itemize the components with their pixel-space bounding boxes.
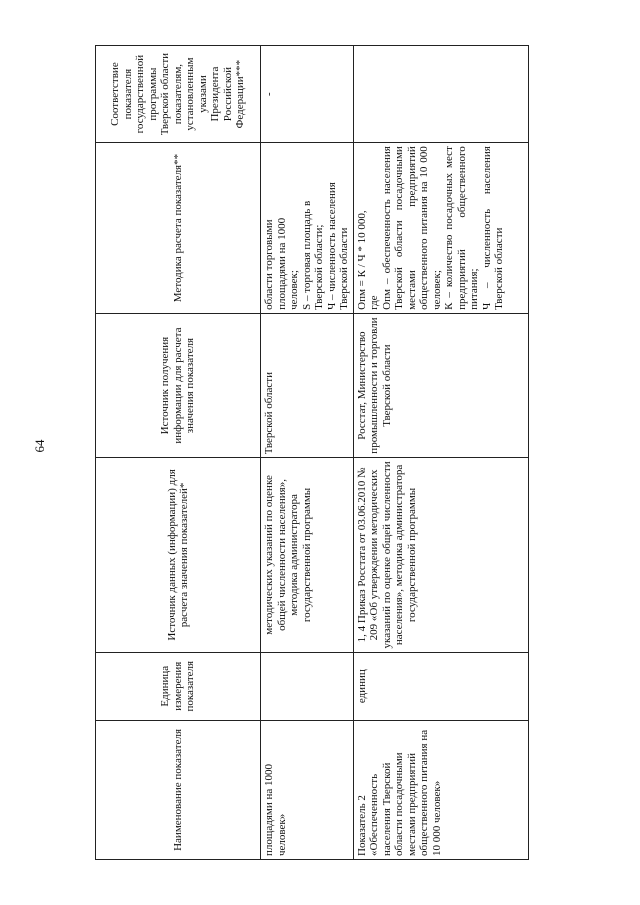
- cell-conformity: -: [261, 46, 354, 143]
- rotated-page-content: [95, 45, 555, 860]
- method-line: где: [368, 295, 380, 310]
- method-line: Ч – численность населения: [325, 182, 338, 310]
- method-line: Тверской области;: [313, 224, 325, 310]
- cell-method: [353, 143, 528, 314]
- method-line: Ч – численность населения Тверской области: [480, 146, 505, 310]
- cell-indicator-name: площадями на 1000 человек»: [261, 720, 354, 859]
- cell-info-source: Росстат, Министерство промышленности и торговли Тверской области: [353, 313, 528, 457]
- method-line: К – количество посадочных мест предприятий общественного питания;: [443, 146, 480, 310]
- indicators-table: [95, 45, 529, 860]
- header-method: Методика расчета показателя**: [96, 143, 261, 314]
- table-row: [261, 46, 354, 860]
- method-line: Тверской области: [338, 227, 350, 310]
- cell-unit: [261, 652, 354, 720]
- page-number: 64: [32, 439, 47, 453]
- method-line: Опм = К / Ч * 10 000,: [355, 210, 368, 310]
- method-line: S – торговая площадь в: [300, 200, 313, 310]
- header-data-source: Источник данных (информации) для расчета значения показателей*: [96, 458, 261, 652]
- method-line: области торговыми: [263, 219, 275, 310]
- method-line: человек;: [288, 270, 300, 310]
- cell-unit: единиц: [353, 652, 528, 720]
- cell-indicator-name: Показатель 2 «Обеспеченность населения Тверской области посадочными местами предприятий общественного питания на 10 000 человек»: [353, 720, 528, 859]
- header-indicator-name: Наименование показателя: [96, 720, 261, 859]
- cell-data-source: методических указаний по оценке общей численности населения», методика администратора государственной программы: [261, 458, 354, 652]
- cell-info-source: Тверской области: [261, 313, 354, 457]
- method-line: площадями на 1000: [275, 217, 288, 310]
- table-row: [353, 46, 528, 860]
- cell-method: [261, 143, 354, 314]
- cell-data-source: 1, 4 Приказ Росстата от 03.06.2010 № 209 «Об утверждении методических указаний по оценке общей численности населения», методика администратора государственной программы: [353, 458, 528, 652]
- header-unit: Единица измерения показателя: [96, 652, 261, 720]
- header-info-source: Источник получения информации для расчета значения показателя: [96, 313, 261, 457]
- header-conformity: Соответствие показателя государственной программы Тверской области показателям, установленным указами Президента Российской Федерации***: [96, 46, 261, 143]
- table-header-row: [96, 46, 261, 860]
- method-line: Опм – обеспеченность населения Тверской области посадочными местами предприятий общественного питания на 10 000 человек;: [380, 146, 443, 310]
- cell-conformity: [353, 46, 528, 143]
